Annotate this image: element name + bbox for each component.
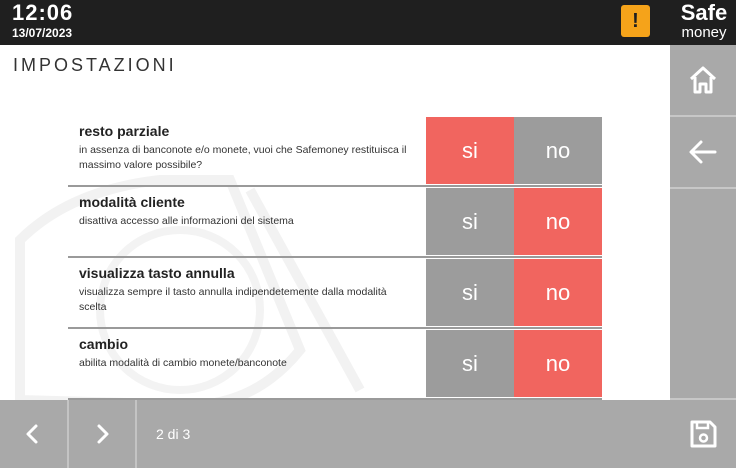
setting-description: in assenza di banconote e/o monete, vuoi che Safemoney restituisca il massimo valore possibile? — [79, 144, 407, 171]
yes-button[interactable]: si — [426, 188, 514, 255]
previous-page-button[interactable] — [0, 400, 66, 468]
yes-button[interactable]: si — [426, 117, 514, 184]
chevron-right-icon — [90, 422, 114, 446]
logo-line-1: Safe — [680, 0, 728, 25]
setting-name: modalità cliente — [79, 194, 185, 210]
setting-row-cambio — [68, 330, 602, 400]
setting-name: cambio — [79, 336, 129, 352]
no-button[interactable]: no — [514, 330, 602, 397]
setting-name: visualizza tasto annulla — [79, 265, 235, 281]
back-button[interactable] — [670, 117, 736, 187]
right-sidebar — [670, 45, 736, 468]
home-icon — [687, 64, 719, 96]
setting-description: abilita modalità di cambio monete/banconote — [79, 357, 287, 369]
yes-button[interactable]: si — [426, 330, 514, 397]
setting-row-resto-parziale — [68, 117, 602, 187]
chevron-left-icon — [21, 422, 45, 446]
row-divider — [68, 327, 602, 329]
yes-button[interactable]: si — [426, 259, 514, 326]
home-button[interactable] — [670, 45, 736, 115]
date: 13/07/2023 — [12, 26, 73, 40]
setting-row-modalita-cliente — [68, 188, 602, 258]
no-button[interactable]: no — [514, 259, 602, 326]
clock: 12:06 — [12, 0, 74, 25]
save-button[interactable] — [670, 400, 736, 468]
page-title: IMPOSTAZIONI — [13, 55, 177, 75]
setting-description: disattiva accesso alle informazioni del sistema — [79, 215, 294, 227]
setting-row-visualizza-tasto-annulla — [68, 259, 602, 329]
bottom-navigation-bar — [0, 400, 670, 468]
row-divider — [68, 256, 602, 258]
sidebar-divider — [670, 187, 736, 189]
warning-icon[interactable]: ! — [621, 5, 650, 37]
save-icon — [687, 418, 719, 450]
no-button[interactable]: no — [514, 117, 602, 184]
nav-divider — [135, 400, 137, 468]
no-button[interactable]: no — [514, 188, 602, 255]
logo-line-2: money — [681, 24, 727, 41]
page-indicator: 2 di 3 — [156, 426, 191, 442]
arrow-left-icon — [687, 136, 719, 168]
row-divider — [68, 185, 602, 187]
setting-name: resto parziale — [79, 123, 170, 139]
next-page-button[interactable] — [69, 400, 135, 468]
setting-description: visualizza sempre il tasto annulla indipendetemente dalla modalità scelta — [79, 286, 387, 313]
status-bar — [0, 0, 736, 45]
safemoney-logo — [674, 2, 734, 40]
